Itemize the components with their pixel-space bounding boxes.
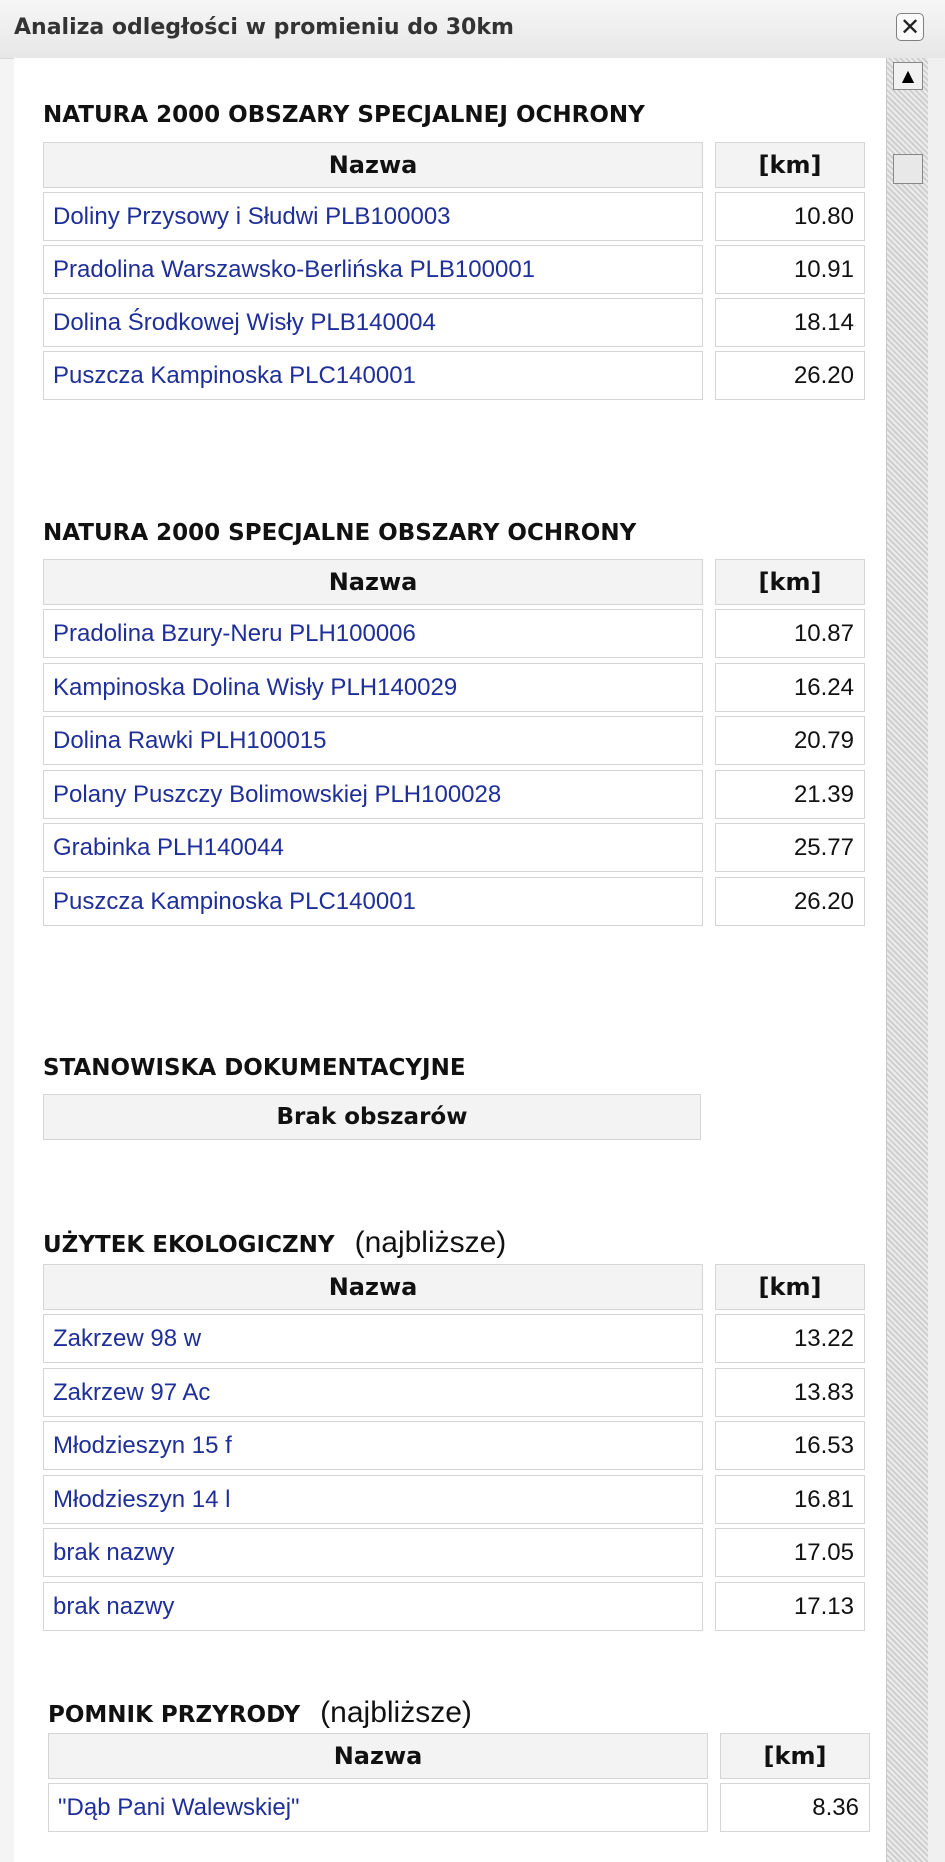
table-row-distance: 18.14	[715, 298, 865, 347]
section-note: (najbliższe)	[320, 1696, 472, 1729]
table-row-name-link[interactable]: Zakrzew 97 Ac	[43, 1368, 703, 1417]
section-title-text: NATURA 2000 OBSZARY SPECJALNEJ OCHRONY	[43, 102, 645, 128]
vertical-scrollbar[interactable]	[886, 58, 929, 1862]
table-row-name-link[interactable]: Puszcza Kampinoska PLC140001	[43, 351, 703, 400]
column-header-km: [km]	[715, 142, 865, 188]
section-title-text: STANOWISKA DOKUMENTACYJNE	[43, 1055, 466, 1081]
table-row-name-link[interactable]: Doliny Przysowy i Słudwi PLB100003	[43, 192, 703, 241]
section-title	[48, 1696, 472, 1730]
column-header-km: [km]	[715, 1264, 865, 1310]
table-row-distance: 21.39	[715, 770, 865, 819]
section-title-text: UŻYTEK EKOLOGICZNY	[43, 1232, 335, 1258]
section-title	[43, 1226, 506, 1260]
table-row-distance: 26.20	[715, 351, 865, 400]
table-row-name-link[interactable]: Zakrzew 98 w	[43, 1314, 703, 1363]
section-title	[43, 1055, 466, 1081]
table-row-name-link[interactable]: Puszcza Kampinoska PLC140001	[43, 877, 703, 926]
table-row-distance: 10.87	[715, 609, 865, 658]
table-row-distance: 20.79	[715, 716, 865, 765]
column-header-name: Nazwa	[43, 142, 703, 188]
table-row-distance: 16.24	[715, 663, 865, 712]
table-row-distance: 10.80	[715, 192, 865, 241]
table-row-distance: 17.13	[715, 1582, 865, 1631]
section-title-text: POMNIK PRZYRODY	[48, 1702, 301, 1728]
column-header-name: Nazwa	[48, 1733, 708, 1779]
section-title	[43, 102, 645, 128]
table-row-distance: 17.05	[715, 1528, 865, 1577]
table-row-name-link[interactable]: Pradolina Warszawsko-Berlińska PLB100001	[43, 245, 703, 294]
table-row-distance: 25.77	[715, 823, 865, 872]
column-header-km: [km]	[720, 1733, 870, 1779]
table-row-name-link[interactable]: brak nazwy	[43, 1582, 703, 1631]
content-area	[14, 58, 886, 1862]
table-row-name-link[interactable]: Pradolina Bzury-Neru PLH100006	[43, 609, 703, 658]
section-title	[43, 520, 636, 546]
scroll-up-arrow-icon[interactable]: ▲	[893, 62, 923, 90]
table-row-distance: 13.22	[715, 1314, 865, 1363]
empty-result-cell: Brak obszarów	[43, 1094, 701, 1140]
column-header-km: [km]	[715, 559, 865, 605]
window-title: Analiza odległości w promieniu do 30km	[14, 15, 514, 40]
table-row-distance: 10.91	[715, 245, 865, 294]
table-row-name-link[interactable]: Dolina Rawki PLH100015	[43, 716, 703, 765]
window-right-border	[928, 58, 945, 1862]
table-row-distance: 26.20	[715, 877, 865, 926]
table-row-distance: 16.53	[715, 1421, 865, 1470]
table-row-name-link[interactable]: Kampinoska Dolina Wisły PLH140029	[43, 663, 703, 712]
table-row-name-link[interactable]: Młodzieszyn 15 f	[43, 1421, 703, 1470]
window-titlebar	[0, 0, 945, 59]
table-row-name-link[interactable]: Dolina Środkowej Wisły PLB140004	[43, 298, 703, 347]
close-icon[interactable]: ✕	[896, 13, 924, 41]
table-row-distance: 8.36	[720, 1783, 870, 1832]
table-row-distance: 16.81	[715, 1475, 865, 1524]
column-header-name: Nazwa	[43, 559, 703, 605]
table-row-distance: 13.83	[715, 1368, 865, 1417]
table-row-name-link[interactable]: Grabinka PLH140044	[43, 823, 703, 872]
table-row-name-link[interactable]: Polany Puszczy Bolimowskiej PLH100028	[43, 770, 703, 819]
table-row-name-link[interactable]: Młodzieszyn 14 l	[43, 1475, 703, 1524]
scroll-thumb[interactable]	[893, 154, 923, 184]
table-row-name-link[interactable]: "Dąb Pani Walewskiej"	[48, 1783, 708, 1832]
column-header-name: Nazwa	[43, 1264, 703, 1310]
section-note: (najbliższe)	[354, 1226, 507, 1259]
section-title-text: NATURA 2000 SPECJALNE OBSZARY OCHRONY	[43, 520, 637, 546]
table-row-name-link[interactable]: brak nazwy	[43, 1528, 703, 1577]
